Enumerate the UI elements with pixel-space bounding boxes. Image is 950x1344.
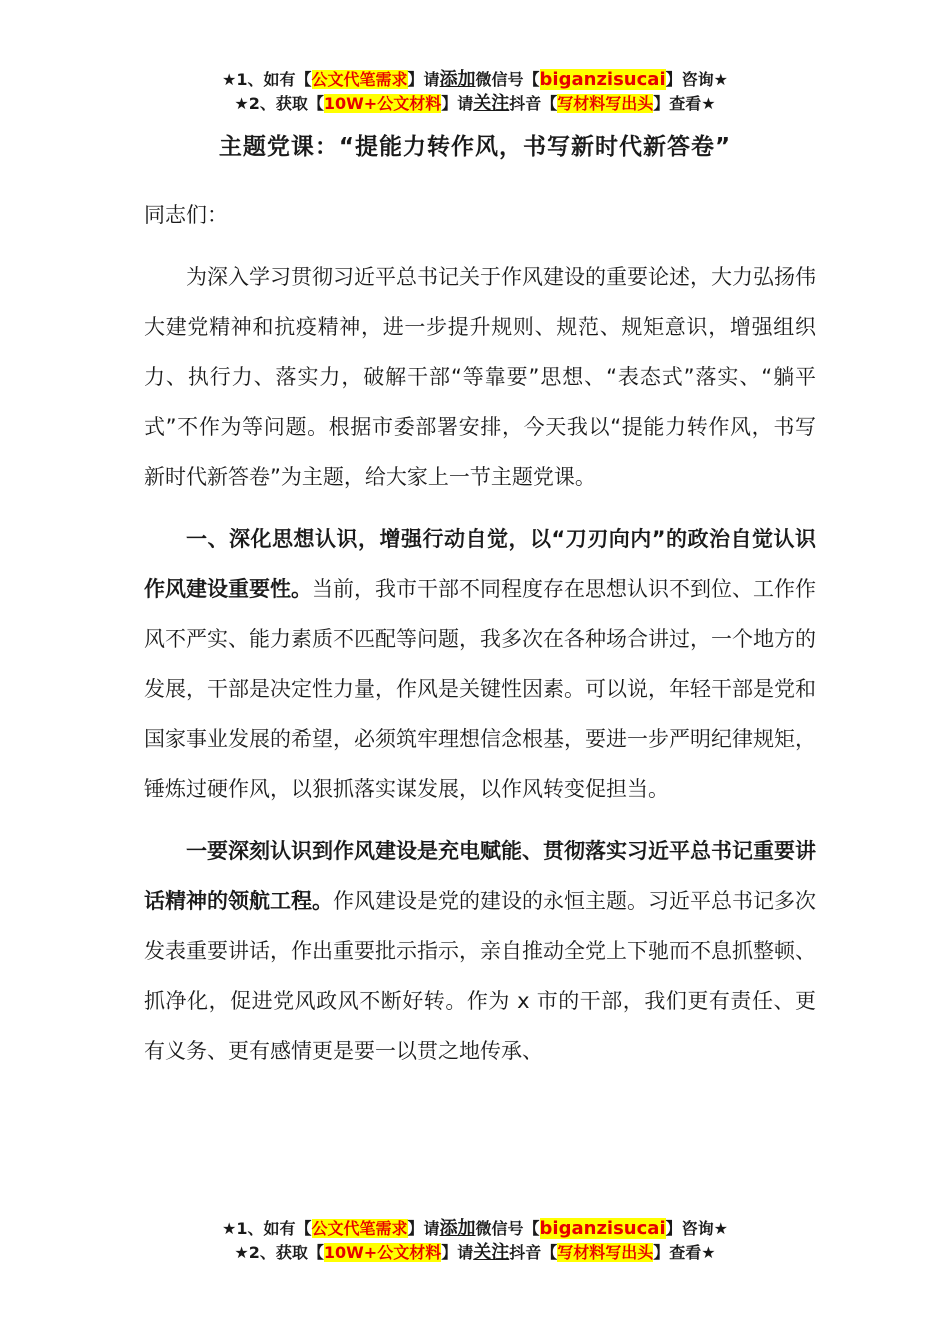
- point-heading: 一要深刻认识到作风建设是充电赋能、贯彻落实习近平总书记重要讲话精神的领航工程。: [144, 839, 816, 913]
- promo-underlined: 添加: [439, 1218, 476, 1239]
- promo-line-2: [0, 92, 950, 116]
- star-icon: ★: [234, 94, 249, 113]
- promo-highlight: 公文代笔需求: [311, 70, 408, 89]
- paragraph-section-1: [144, 514, 816, 814]
- section-heading: 一、深化思想认识，增强行动自觉，以“刀刃向内”的政治自觉认识作风建设重要性。: [144, 527, 816, 601]
- promo-underlined: 关注: [473, 93, 510, 114]
- promo-text: 】请: [441, 94, 474, 113]
- document-body: [144, 190, 816, 1076]
- promo-line-1: [0, 68, 950, 92]
- paragraph-point-1: [144, 826, 816, 1076]
- promo-wechat-id: biganzisucai: [539, 1218, 666, 1239]
- section-text: 当前，我市干部不同程度存在思想认识不到位、工作作风不严实、能力素质不匹配等问题，我多次在各种场合讲过，一个地方的发展，干部是决定性力量，作风是关键性因素。可以说，年轻干部是党和国家事业发展的希望，必须筑牢理想信念根基，要进一步严明纪律规矩，锤炼过硬作风，以狠抓落实谋发展，以作风转变促担当。: [144, 577, 816, 801]
- promo-underlined: 关注: [473, 1242, 510, 1263]
- star-icon: ★: [222, 1219, 237, 1238]
- promo-douyin-id: 写材料写出头: [557, 1243, 654, 1262]
- greeting: 同志们：: [144, 203, 228, 227]
- promo-text: 】请: [407, 1219, 440, 1238]
- promo-text: 抖音【: [509, 1243, 558, 1262]
- promo-banner-top: [0, 68, 950, 116]
- promo-line-1: [0, 1217, 950, 1241]
- promo-highlight: 10W+公文材料: [323, 1243, 442, 1262]
- promo-text: 微信号【: [475, 70, 540, 89]
- promo-wechat-id: biganzisucai: [539, 69, 666, 90]
- promo-highlight: 10W+公文材料: [323, 94, 442, 113]
- promo-text: 1、如有【: [236, 1219, 312, 1238]
- paragraph-intro: 为深入学习贯彻习近平总书记关于作风建设的重要论述，大力弘扬伟大建党精神和抗疫精神，进一步提升规则、规范、规矩意识，增强组织力、执行力、落实力，破解干部“等靠要”思想、“表态式”落实、“躺平式”不作为等问题。根据市委部署安排，今天我以“提能力转作风，书写新时代新答卷”为主题，给大家上一节主题党课。: [144, 265, 816, 489]
- promo-banner-bottom: [0, 1217, 950, 1265]
- promo-text: 1、如有【: [236, 70, 312, 89]
- promo-douyin-id: 写材料写出头: [557, 94, 654, 113]
- document-title: 主题党课：“提能力转作风，书写新时代新答卷”: [218, 134, 732, 160]
- star-icon: ★: [222, 70, 237, 89]
- star-icon: ★: [234, 1243, 249, 1262]
- point-text: 作风建设是党的建设的永恒主题。习近平总书记多次发表重要讲话，作出重要批示指示，亲自推动全党上下驰而不息抓整顿、抓净化，促进党风政风不断好转。作为 x 市的干部，我们更有责任、更有义务、更有感情更是要一以贯之地传承、: [144, 889, 816, 1063]
- promo-text: 】请: [407, 70, 440, 89]
- promo-line-2: [0, 1241, 950, 1265]
- promo-highlight: 公文代笔需求: [311, 1219, 408, 1238]
- promo-underlined: 添加: [439, 69, 476, 90]
- promo-text: 】查看★: [653, 1243, 716, 1262]
- promo-text: 2、获取【: [248, 94, 324, 113]
- promo-text: 】查看★: [653, 94, 716, 113]
- promo-text: 微信号【: [475, 1219, 540, 1238]
- promo-text: 抖音【: [509, 94, 558, 113]
- promo-text: 】请: [441, 1243, 474, 1262]
- promo-text: 】咨询★: [665, 1219, 728, 1238]
- promo-text: 2、获取【: [248, 1243, 324, 1262]
- promo-text: 】咨询★: [665, 70, 728, 89]
